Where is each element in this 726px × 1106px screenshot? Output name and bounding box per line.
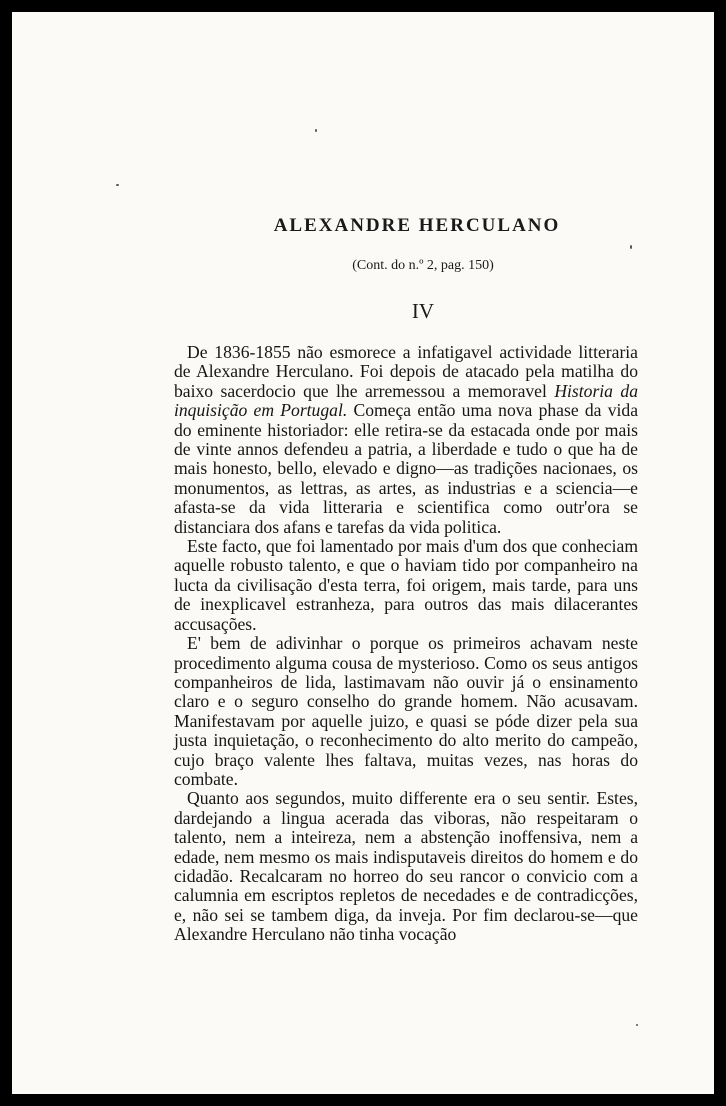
paragraph-1 — [174, 343, 638, 537]
paper-speck — [630, 245, 632, 249]
paragraph-3: E' bem de adivinhar o porque os primeiros achavam neste procedimento alguma cousa de mysterioso. Como os seus antigos companheiros de lida, lastimavam não ouvir já o ensinamento claro e o seguro conselho do grande homem. Não acusavam. Manifestavam por aquelle juizo, e quasi se póde dizer pela sua justa inquietação, o reconhecimento do alto merito do campeão, cujo braço valente lhes faltava, muitas vezes, nas horas do combate. — [174, 633, 638, 789]
paper-speck — [116, 184, 119, 186]
paragraph-4: Quanto aos segundos, muito differente era o seu sentir. Estes, dardejando a lingua acerada das viboras, não respeitaram o talento, nem a inteireza, nem a abstenção inoffensiva, nem a edade, nem mesmo os mais indisputaveis direitos do homem e do cidadão. Recalcaram no horreo do seu rancor o convicio com a calumnia em escriptos repletos de necedades e de contradicções, e, não sei se tambem diga, da inveja. Por fim declarou-se—que Alexandre Herculano não tinha vocação — [174, 788, 638, 945]
paragraph-1-text: De 1836-1855 não esmorece a infatigavel actividade litteraria de Alexandre Herculano. Foi depois de atacado pela matilha do baixo sacerdocio que lhe arremessou a memoravel — [174, 342, 638, 401]
book-title-italic: Historia da inquisição em Portugal. — [174, 380, 638, 421]
paragraph-2: Este facto, que foi lamentado por mais d'um dos que conheciam aquelle robusto talento, e que o haviam tido por companheiro na lucta da civilisação d'esta terra, foi origem, mais tarde, para uns de inexplicavel estranheza, para outros das mais dilacerantes accusações. — [174, 536, 638, 634]
section-number: IV — [411, 299, 435, 323]
paragraph-1-text-cont: Começa então uma nova phase da vida do eminente historiador: elle retira-se da estacada onde por mais de vinte annos defendeu a patria, a liberdade e tudo o que ha de mais honesto, bello, elevado e digno—as tradições nacionaes, os monumentos, as lettras, as artes, as industrias e a sciencia—e afasta-se da vida litteraria e scientifica como outr'ora se distanciara dos afans e tarefas da vida politica. — [174, 400, 638, 537]
book-page — [12, 12, 714, 1094]
article-title: ALEXANDRE HERCULANO — [273, 215, 561, 236]
body-text — [174, 343, 638, 945]
paper-speck — [315, 129, 317, 132]
paper-speck — [636, 1024, 638, 1026]
article-continuation-note: (Cont. do n.º 2, pag. 150) — [352, 258, 494, 273]
